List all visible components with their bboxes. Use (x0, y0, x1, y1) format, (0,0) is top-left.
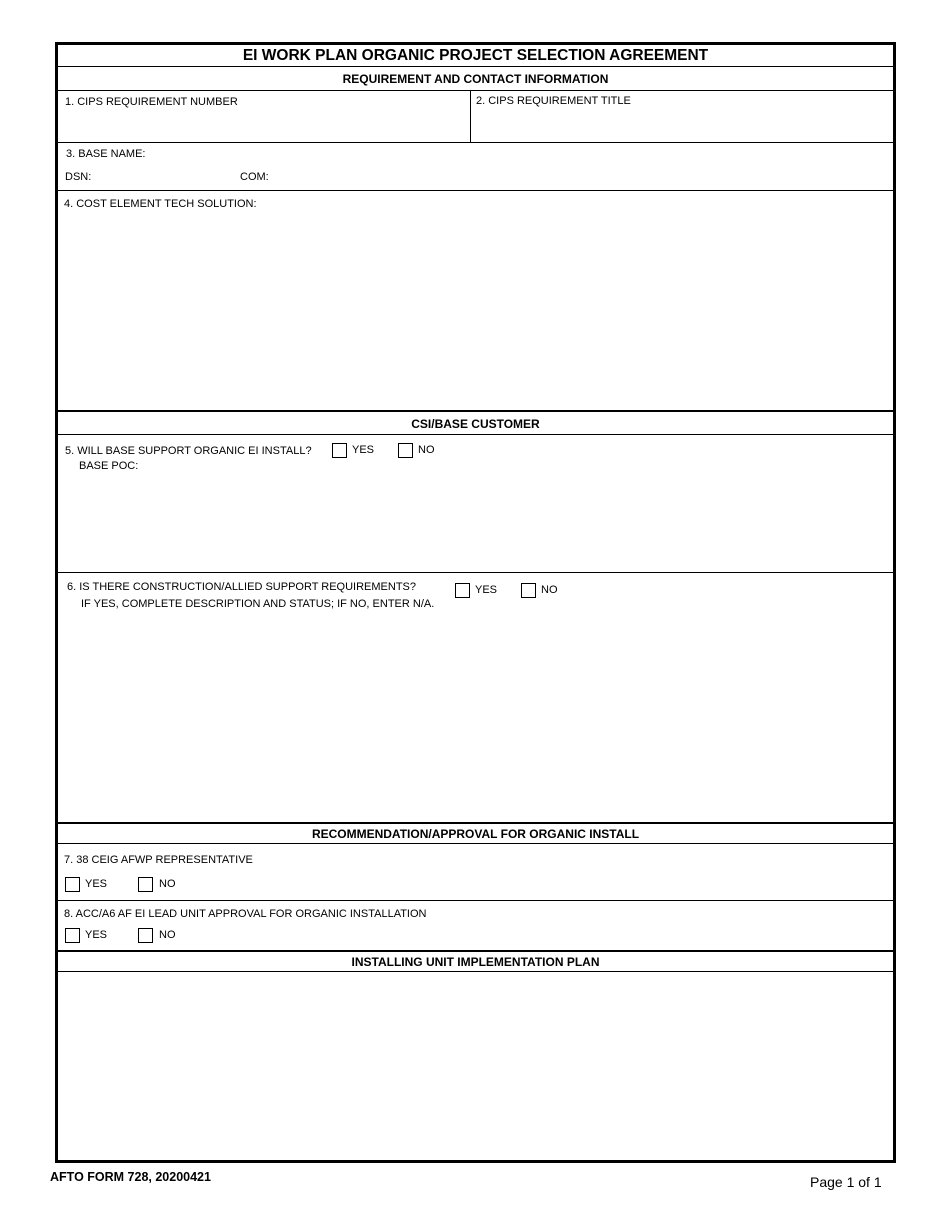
field6-yes-checkbox[interactable] (455, 583, 470, 598)
section-requirement-header: REQUIREMENT AND CONTACT INFORMATION (58, 67, 893, 91)
field3-label: 3. BASE NAME: (66, 148, 146, 160)
cips-number-field[interactable] (58, 91, 470, 142)
field2-label: 2. CIPS REQUIREMENT TITLE (476, 95, 631, 107)
row-38ceig (58, 844, 893, 901)
dsn-label: DSN: (65, 171, 92, 183)
field6-yes-label: YES (475, 584, 498, 596)
field7-yes-label: YES (85, 878, 108, 890)
field4-label: 4. COST ELEMENT TECH SOLUTION: (64, 198, 257, 210)
row-cost-element[interactable] (58, 191, 893, 411)
row-acc-a6 (58, 901, 893, 951)
row-cips (58, 91, 893, 143)
form-id: AFTO FORM 728, 20200421 (50, 1170, 211, 1184)
field5-no-checkbox[interactable] (398, 443, 413, 458)
field8-no-label: NO (159, 929, 176, 941)
com-label: COM: (240, 171, 269, 183)
form-title: EI WORK PLAN ORGANIC PROJECT SELECTION AGREEMENT (58, 45, 893, 67)
cips-title-field[interactable] (471, 91, 893, 142)
field6-label-line2: IF YES, COMPLETE DESCRIPTION AND STATUS; IF NO, ENTER N/A. (81, 598, 435, 610)
field6-label-line1: 6. IS THERE CONSTRUCTION/ALLIED SUPPORT REQUIREMENTS? (67, 581, 417, 593)
field5-yes-checkbox[interactable] (332, 443, 347, 458)
field8-yes-checkbox[interactable] (65, 928, 80, 943)
field8-label: 8. ACC/A6 AF EI LEAD UNIT APPROVAL FOR ORGANIC INSTALLATION (64, 908, 427, 920)
implementation-plan-field[interactable] (58, 972, 893, 1160)
field7-label: 7. 38 CEIG AFWP REPRESENTATIVE (64, 854, 253, 866)
field5-no-label: NO (418, 444, 435, 456)
form-container (55, 42, 896, 1163)
section-csi-header: CSI/BASE CUSTOMER (58, 411, 893, 435)
field8-yes-label: YES (85, 929, 108, 941)
page-number: Page 1 of 1 (810, 1174, 882, 1190)
field7-no-label: NO (159, 878, 176, 890)
row-base-name[interactable] (58, 143, 893, 191)
field5-yes-label: YES (352, 444, 375, 456)
section-recommend-header: RECOMMENDATION/APPROVAL FOR ORGANIC INSTALL (58, 823, 893, 844)
row-base-support[interactable] (58, 435, 893, 573)
row-construction[interactable] (58, 573, 893, 823)
field6-no-label: NO (541, 584, 558, 596)
field8-no-checkbox[interactable] (138, 928, 153, 943)
field1-label: 1. CIPS REQUIREMENT NUMBER (65, 96, 238, 108)
field7-yes-checkbox[interactable] (65, 877, 80, 892)
field7-no-checkbox[interactable] (138, 877, 153, 892)
base-poc-label: BASE POC: (79, 460, 139, 472)
field5-label: 5. WILL BASE SUPPORT ORGANIC EI INSTALL? (65, 445, 312, 457)
field6-no-checkbox[interactable] (521, 583, 536, 598)
section-implementation-header: INSTALLING UNIT IMPLEMENTATION PLAN (58, 951, 893, 972)
